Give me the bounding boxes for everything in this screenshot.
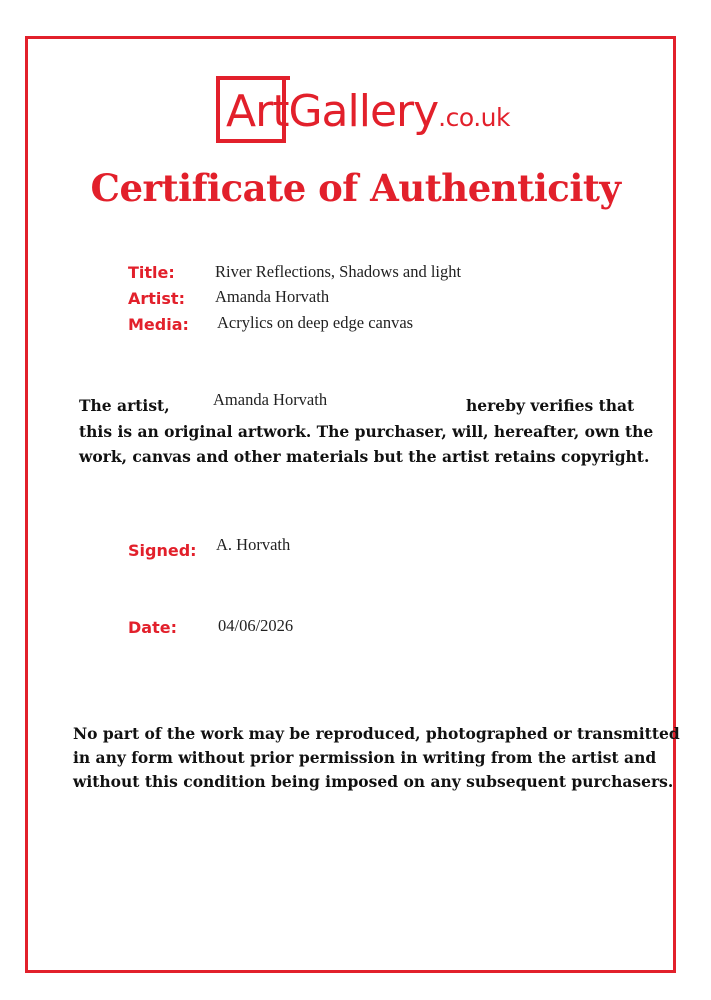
notice-line-3: without this condition being imposed on any subsequent purchasers.	[73, 772, 674, 791]
artist-value: Amanda Horvath	[215, 287, 330, 306]
artgallery-logo	[216, 72, 536, 152]
artist-label: Artist:	[128, 289, 185, 308]
notice-line-1: No part of the work may be reproduced, photographed or transmitted	[73, 724, 680, 743]
verification-line-2: this is an original artwork. The purchaser, will, hereafter, own the	[79, 422, 654, 441]
verification-suffix: hereby verifies that	[466, 396, 635, 415]
logo-suffix-text: .co.uk	[438, 103, 510, 132]
date-label: Date:	[128, 618, 177, 637]
verification-prefix: The artist,	[79, 396, 170, 415]
certificate-title: Certificate of Authenticity	[90, 166, 621, 210]
notice-line-2: in any form without prior permission in writing from the artist and	[73, 748, 657, 767]
signed-value: A. Horvath	[216, 535, 291, 554]
media-label: Media:	[128, 315, 189, 334]
signed-label: Signed:	[128, 541, 197, 560]
title-label: Title:	[128, 263, 175, 282]
media-value: Acrylics on deep edge canvas	[217, 313, 414, 332]
verification-artist-name: Amanda Horvath	[213, 390, 328, 409]
title-value: River Reflections, Shadows and light	[215, 262, 462, 281]
verification-line-3: work, canvas and other materials but the artist retains copyright.	[79, 447, 650, 466]
date-value: 04/06/2026	[218, 616, 294, 635]
logo-main-text: ArtGallery	[226, 86, 439, 137]
faint-watermark	[332, 497, 472, 517]
logo-wordmark	[226, 86, 510, 137]
